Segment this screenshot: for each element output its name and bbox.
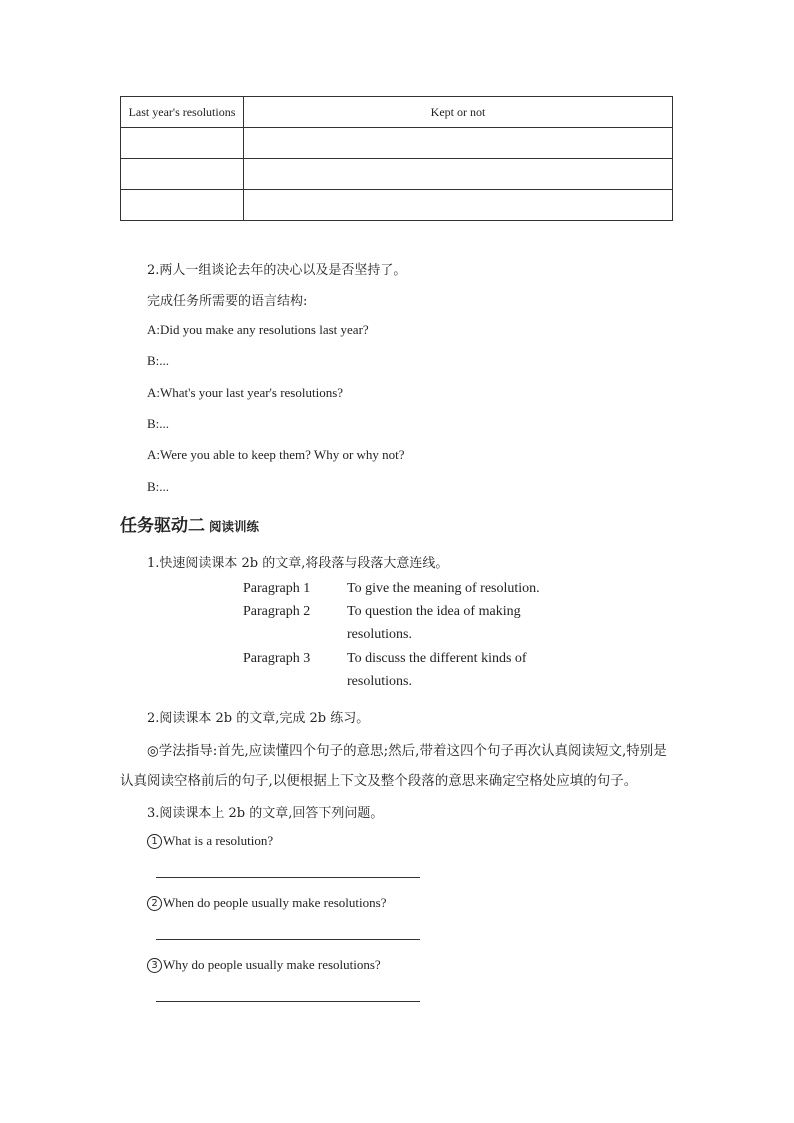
table-cell[interactable] <box>121 159 244 190</box>
answer-line[interactable] <box>156 877 420 878</box>
answer-line[interactable] <box>156 1001 420 1002</box>
table-cell[interactable] <box>244 159 673 190</box>
table-row <box>121 159 673 190</box>
paragraph-meaning: To question the idea of making <box>347 604 521 619</box>
task2-item2: 2.阅读课本 2b 的文章,完成 2b 练习。 <box>147 711 370 726</box>
dialogue-line: A:Were you able to keep them? Why or why not? <box>147 447 405 462</box>
section-subtitle: 阅读训练 <box>209 519 260 534</box>
dialogue-line: A:What's your last year's resolutions? <box>147 385 344 400</box>
question-number: 3 <box>147 958 162 973</box>
paragraph-meaning: resolutions. <box>347 674 412 689</box>
task2-item1: 1.快速阅读课本 2b 的文章,将段落与段落大意连线。 <box>147 556 449 571</box>
paragraph-meaning: To give the meaning of resolution. <box>347 581 540 596</box>
dialogue-line: B:... <box>147 479 170 494</box>
answer-line[interactable] <box>156 939 420 940</box>
table-cell[interactable] <box>244 128 673 159</box>
paragraph-meaning: To discuss the different kinds of <box>347 651 527 666</box>
question <box>147 833 273 849</box>
dialogue-line: B:... <box>147 353 170 368</box>
question-number: 1 <box>147 834 162 849</box>
resolutions-table <box>120 96 673 221</box>
paragraph-label: Paragraph 1 <box>243 581 311 596</box>
dialogue-line: A:Did you make any resolutions last year? <box>147 322 369 337</box>
question <box>147 895 386 911</box>
section-heading <box>120 511 259 536</box>
table-cell[interactable] <box>121 190 244 221</box>
section-title: 任务驱动二 <box>120 516 205 536</box>
table-header-row <box>121 97 673 128</box>
table-row <box>121 128 673 159</box>
question-text: What is a resolution? <box>163 833 274 848</box>
paragraph-label: Paragraph 3 <box>243 651 311 666</box>
table-row <box>121 190 673 221</box>
paragraph-meaning: resolutions. <box>347 627 412 642</box>
table-header-cell: Last year's resolutions <box>121 97 244 128</box>
table-cell[interactable] <box>121 128 244 159</box>
question-number: 2 <box>147 896 162 911</box>
table-cell[interactable] <box>244 190 673 221</box>
table-header-cell: Kept or not <box>244 97 673 128</box>
dialogue-line: B:... <box>147 416 170 431</box>
task2-item3: 3.阅读课本上 2b 的文章,回答下列问题。 <box>147 806 384 821</box>
study-tip: ◎学法指导:首先,应读懂四个句子的意思;然后,带着这四个句子再次认真阅读短文,特别是认真阅读空格前后的句子,以便根据上下文及整个段落的意思来确定空格处应填的句子。 <box>120 743 667 789</box>
question-text: Why do people usually make resolutions? <box>163 957 381 972</box>
question-text: When do people usually make resolutions? <box>163 895 387 910</box>
question <box>147 957 381 973</box>
task1-item2: 2.两人一组谈论去年的决心以及是否坚持了。 <box>147 263 407 278</box>
paragraph-label: Paragraph 2 <box>243 604 311 619</box>
structures-label: 完成任务所需要的语言结构: <box>147 294 308 309</box>
